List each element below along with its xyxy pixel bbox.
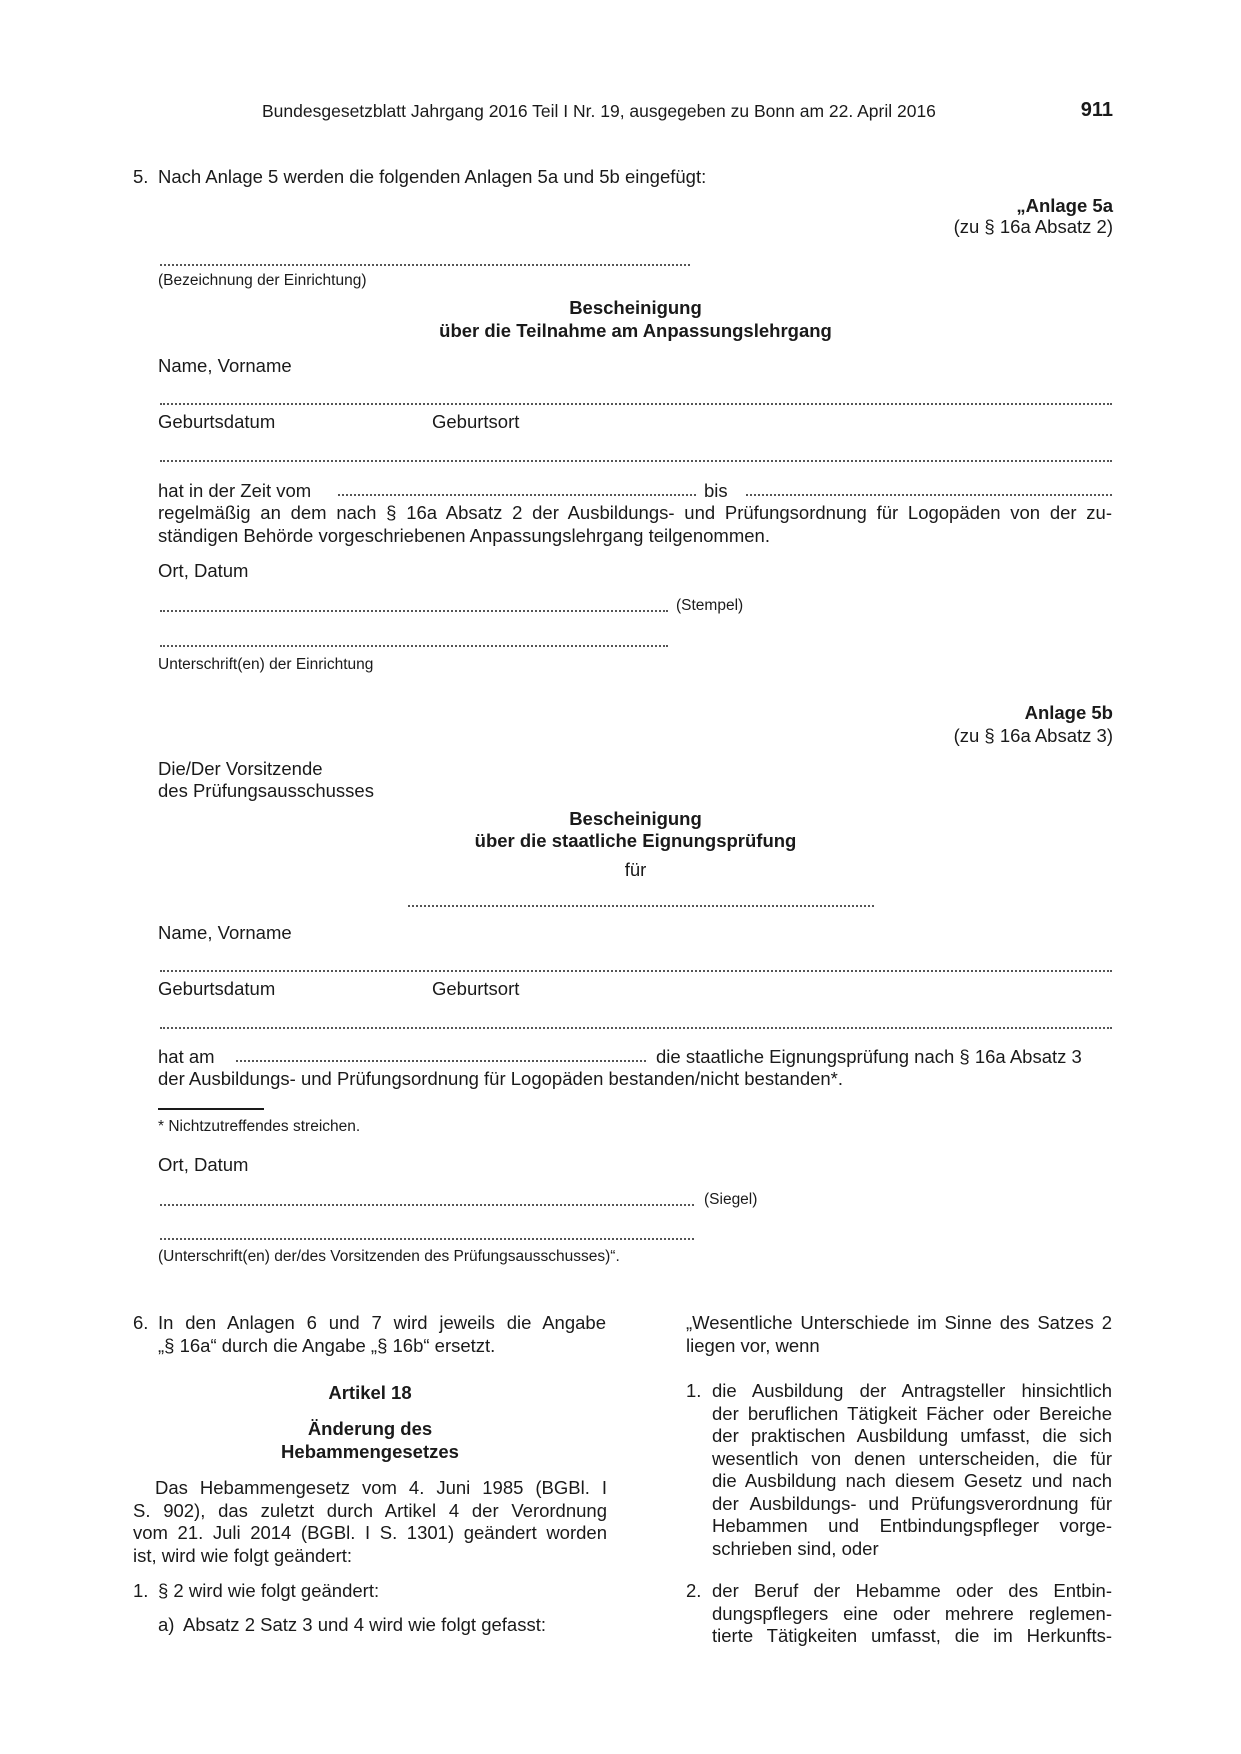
item1-number: 1. <box>133 1580 149 1601</box>
anlage5b-heading1: Bescheinigung <box>569 808 702 829</box>
page-number: 911 <box>1080 99 1113 121</box>
anlage5a-ref: (zu § 16a Absatz 2) <box>953 216 1113 237</box>
anlage5a-heading2: über die Teilnahme am Anpassungslehrgang <box>439 320 832 341</box>
item1-text: § 2 wird wie folgt geändert: <box>158 1580 380 1601</box>
anlage5a-unterschrift-label: Unterschrift(en) der Einrichtung <box>158 656 374 673</box>
item6-line1: In den Anlagen 6 und 7 wird jeweils die Angabe <box>158 1312 606 1333</box>
item6-line2: „§ 16a“ durch die Angabe „§ 16b“ ersetzt. <box>158 1335 496 1356</box>
anlage5b-ort-dotted-line <box>160 1204 694 1206</box>
anlage5a-name-dotted-line <box>160 403 1112 405</box>
anlage5b-name-dotted-line <box>160 970 1112 972</box>
anlage5a-von-dotted-line <box>338 494 696 496</box>
right-item1-line: der praktischen Ausbildung umfasst, die sich <box>712 1425 1112 1446</box>
right-item1-number: 1. <box>686 1380 702 1401</box>
anlage5b-heading2: über die staatliche Eignungsprüfung <box>474 830 797 851</box>
right-item2-line: der Beruf der Hebamme oder des Entbin- <box>712 1580 1112 1601</box>
art-paragraph-line2: S. 902), das zuletzt durch Artikel 4 der Verordnung <box>133 1500 607 1521</box>
anlage5a-bis-dotted-line <box>746 494 1112 496</box>
anlage5a-zeit-label: hat in der Zeit vom <box>158 480 312 501</box>
right-item1-line: Hebammen und Entbindungspfleger vorge- <box>712 1515 1112 1536</box>
vorsitz-line2: des Prüfungsausschusses <box>158 780 374 801</box>
item5-number: 5. <box>133 166 149 187</box>
anlage5b-fuer: für <box>624 859 647 880</box>
anlage5a-unterschrift-dotted-line <box>160 645 668 647</box>
running-title: Bundesgesetzblatt Jahrgang 2016 Teil I Nr. 19, ausgegeben zu Bonn am 22. April 2016 <box>262 101 936 121</box>
artikel-title1: Änderung des <box>307 1418 433 1439</box>
anlage5a-ort-dotted-line <box>160 610 668 612</box>
stempel-label: (Stempel) <box>676 597 744 614</box>
item6-number: 6. <box>133 1312 149 1333</box>
item5-text: Nach Anlage 5 werden die folgenden Anlagen 5a und 5b eingefügt: <box>158 166 707 187</box>
art-paragraph-line4: ist, wird wie folgt geändert: <box>133 1545 353 1566</box>
anlage5a-title: „Anlage 5a <box>1016 195 1113 216</box>
right-item1-line: wesentlich von denen unterscheiden, die für <box>712 1448 1112 1469</box>
anlage5b-name-label: Name, Vorname <box>158 922 292 943</box>
right-item2-number: 2. <box>686 1580 702 1601</box>
anlage5a-name-label: Name, Vorname <box>158 355 292 376</box>
footnote-rule <box>158 1108 264 1110</box>
right-item1-line: die Ausbildung der Antragsteller hinsichtlich <box>712 1380 1112 1401</box>
einrichtung-dotted-line <box>160 264 690 266</box>
anlage5b-geburtsort-label: Geburtsort <box>432 978 520 999</box>
itema-number: a) <box>158 1614 175 1635</box>
hat-am-rest: die staatliche Eignungsprüfung nach § 16a Absatz 3 <box>656 1046 1082 1067</box>
hat-am-label: hat am <box>158 1046 215 1067</box>
anlage5a-body-line2: ständigen Behörde vorgeschriebenen Anpassungslehrgang teilgenommen. <box>158 525 770 546</box>
right-intro-line1: „Wesentliche Unterschiede im Sinne des Satzes 2 <box>686 1312 1112 1333</box>
right-item2-line: dungspflegers eine oder mehrere reglemen- <box>712 1603 1112 1624</box>
anlage5a-ort-label: Ort, Datum <box>158 560 249 581</box>
anlage5b-geburtsdatum-label: Geburtsdatum <box>158 978 276 999</box>
anlage5a-geburtsort-label: Geburtsort <box>432 411 520 432</box>
footnote: * Nichtzutreffendes streichen. <box>158 1118 361 1135</box>
anlage5b-title: Anlage 5b <box>1024 702 1113 723</box>
artikel-heading: Artikel 18 <box>328 1382 412 1403</box>
einrichtung-label: (Bezeichnung der Einrichtung) <box>158 272 367 289</box>
right-item2-line: tierte Tätigkeiten umfasst, die im Herkunfts- <box>712 1625 1112 1646</box>
itema-text: Absatz 2 Satz 3 und 4 wird wie folgt gefasst: <box>183 1614 546 1635</box>
anlage5b-ort-label: Ort, Datum <box>158 1154 249 1175</box>
anlage5b-body-line2: der Ausbildungs- und Prüfungsordnung für Logopäden bestanden/nicht bestanden*. <box>158 1068 844 1089</box>
art-paragraph-line1: Das Hebammengesetz vom 4. Juni 1985 (BGBl. I <box>155 1477 607 1498</box>
anlage5b-birth-dotted-line <box>160 1027 1112 1029</box>
anlage5b-ref: (zu § 16a Absatz 3) <box>953 725 1113 746</box>
anlage5b-unterschrift-label: (Unterschrift(en) der/des Vorsitzenden des Prüfungsausschusses)“. <box>158 1248 620 1265</box>
anlage5a-birth-dotted-line <box>160 460 1112 462</box>
right-item1-line: schrieben sind, oder <box>712 1538 879 1559</box>
right-item1-line: der beruflichen Tätigkeit Fächer oder Bereiche <box>712 1403 1112 1424</box>
anlage5a-bis-label: bis <box>704 480 728 501</box>
right-item1-line: der Ausbildungs- und Prüfungsverordnung für <box>712 1493 1112 1514</box>
anlage5a-heading1: Bescheinigung <box>569 297 702 318</box>
right-item1-line: die Ausbildung nach diesem Gesetz und nach <box>712 1470 1112 1491</box>
artikel-title2: Hebammengesetzes <box>281 1441 459 1462</box>
anlage5a-body-line1: regelmäßig an dem nach § 16a Absatz 2 der Ausbildungs- und Prüfungsordnung für Logopäden von der zu- <box>158 502 1112 523</box>
anlage5a-geburtsdatum-label: Geburtsdatum <box>158 411 276 432</box>
right-intro-line2: liegen vor, wenn <box>686 1335 820 1356</box>
vorsitz-line1: Die/Der Vorsitzende <box>158 758 323 779</box>
fuer-dotted-line <box>408 905 874 907</box>
art-paragraph-line3: vom 21. Juli 2014 (BGBl. I S. 1301) geändert worden <box>133 1522 607 1543</box>
siegel-label: (Siegel) <box>704 1191 758 1208</box>
hat-am-dotted-line <box>236 1060 646 1062</box>
anlage5b-unterschrift-dotted-line <box>160 1238 694 1240</box>
